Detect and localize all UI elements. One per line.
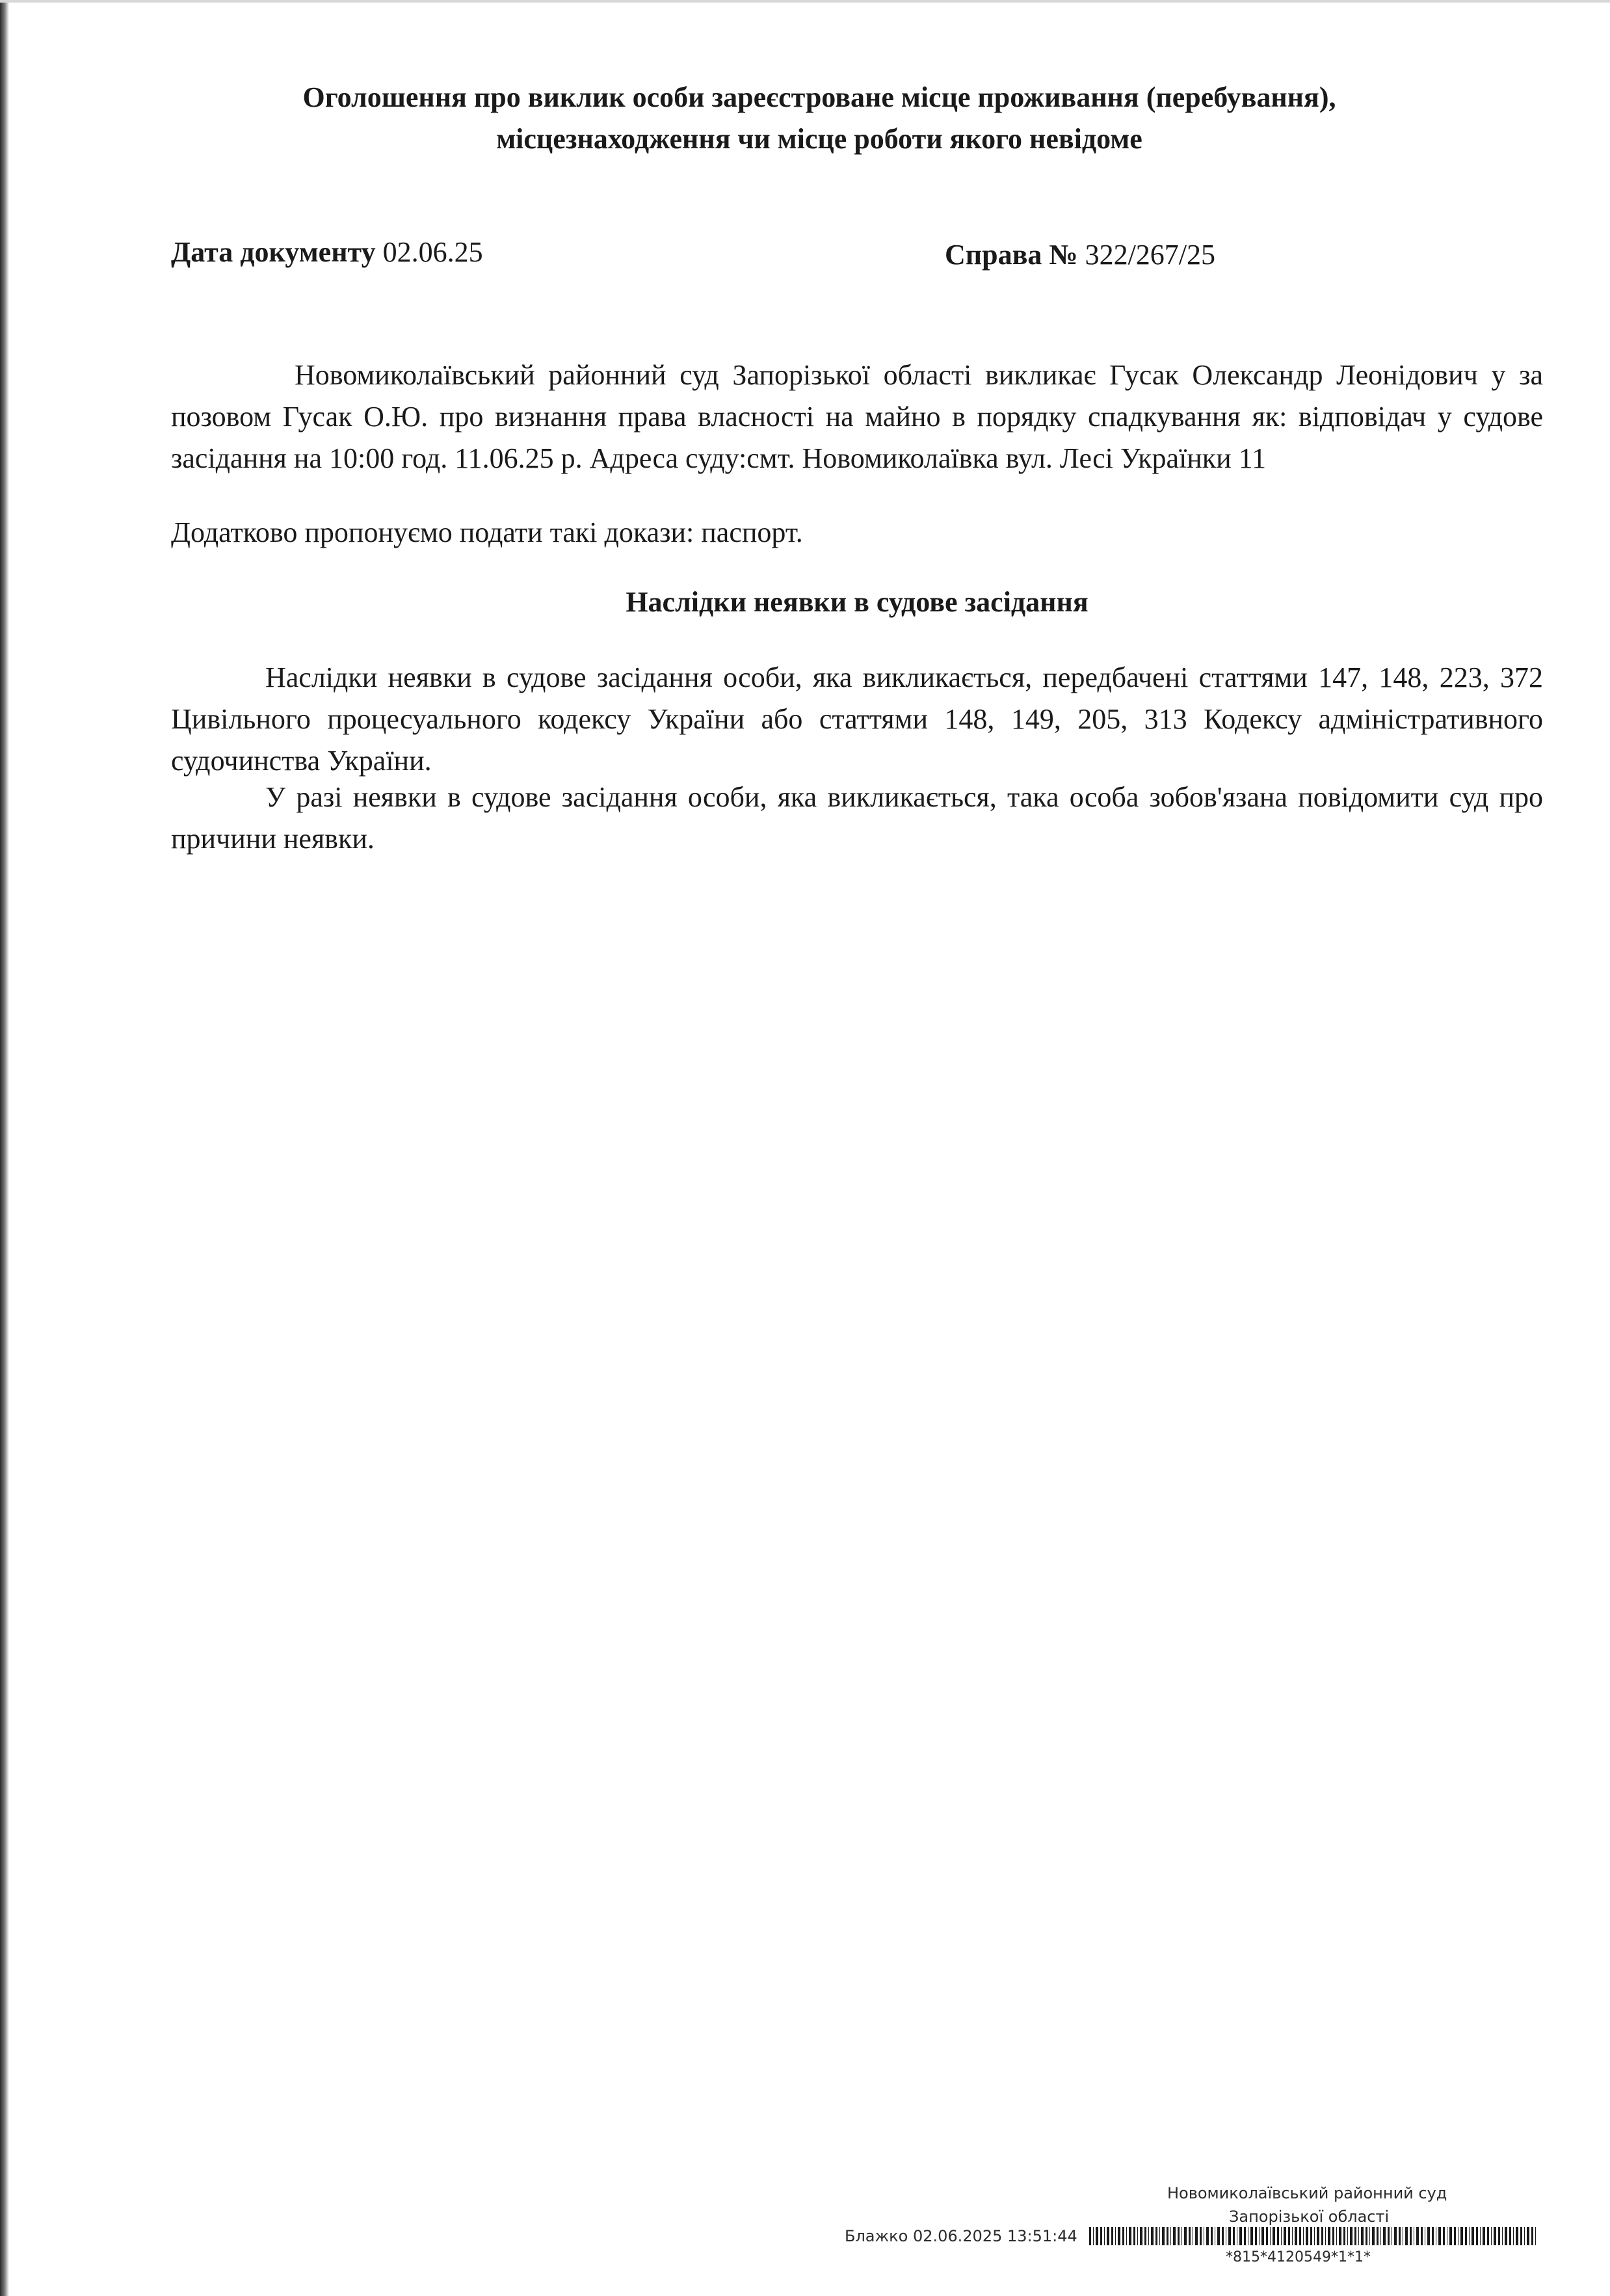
stamp-signer-datetime: Блажко 02.06.2025 13:51:44 [845, 2227, 1077, 2245]
document-date [171, 235, 483, 269]
evidence-line: Додатково пропонуємо подати такі докази: паспорт. [171, 516, 803, 548]
document-title-line-2: місцезнаходження чи місце роботи якого невідоме [496, 123, 1142, 155]
court-registration-stamp [842, 2184, 1557, 2275]
barcode-icon [1089, 2227, 1538, 2245]
case-number-value: 322/267/25 [1085, 239, 1216, 271]
scan-top-edge [0, 0, 1610, 3]
stamp-court-name: Новомиколаївський районний суд [1167, 2184, 1447, 2202]
consequences-paragraph-1: Наслідки неявки в судове засідання особи, яка викликається, передбачені статтями 147, 148, 223, 372 Цивільного процесуального кодексу України або статтями 148, 149, 205, 313 Кодексу адміністративного судочинства України. [171, 661, 1543, 777]
stamp-court-region: Запорізької області [1229, 2208, 1390, 2226]
stamp-barcode-code: *815*4120549*1*1* [1226, 2249, 1371, 2265]
document-title [169, 77, 1470, 160]
case-number-label: Справа № [945, 239, 1078, 271]
document-title-line-1: Оголошення про виклик особи зареєстроване місце проживання (перебування), [302, 81, 1336, 113]
scan-page-edge [0, 0, 9, 2296]
document-date-label: Дата документу [171, 236, 376, 268]
summons-paragraph: Новомиколаївський районний суд Запорізької області викликає Гусак Олександр Леонідович у за позовом Гусак О.Ю. про визнання права власності на майно в порядку спадкування як: відповідач у судове засідання на 10:00 год. 11.06.25 р. Адреса суду:смт. Новомиколаївка вул. Лесі Українки 11 [171, 359, 1543, 474]
consequences-paragraph-2: У разі неявки в судове засідання особи, яка викликається, така особа зобов'язана повідомити суд про причини неявки. [171, 781, 1543, 855]
case-number [945, 238, 1215, 271]
document-date-value: 02.06.25 [382, 236, 483, 268]
consequences-heading: Наслідки неявки в судове засідання [626, 586, 1089, 618]
